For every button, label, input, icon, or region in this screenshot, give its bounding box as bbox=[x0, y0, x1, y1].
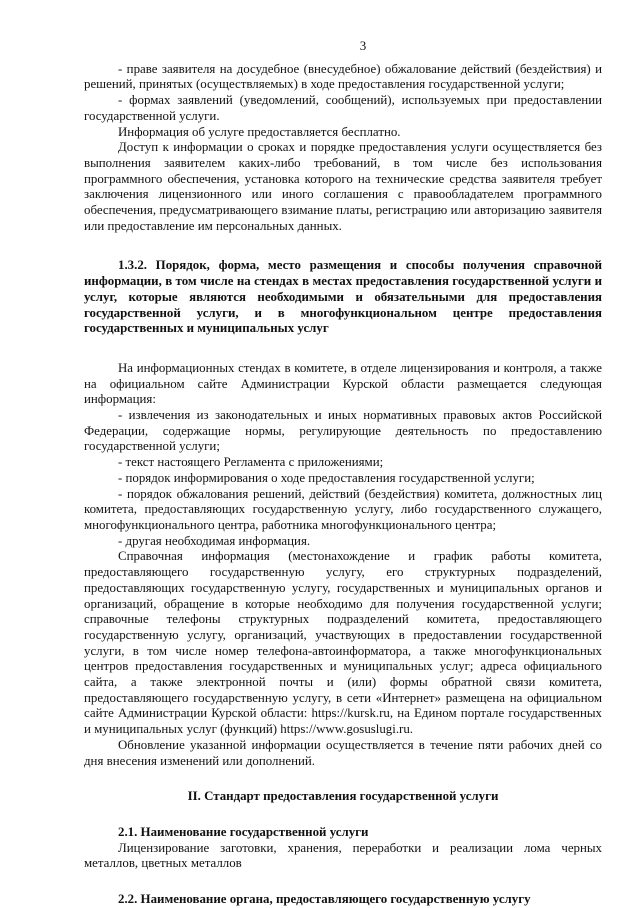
section-title-ii: II. Стандарт предоставления государственной услуги bbox=[187, 789, 499, 804]
section-heading-1-3-2: 1.3.2. Порядок, форма, место размещения и способы получения справочной информации, в том числе на стендах в местах предоставления государственной услуги и услуг, которые являются необходимыми и обязательными для предоставления государственной услуги, и в многофункциональном центре предоставления государственных и муниципальных услуг bbox=[84, 258, 602, 336]
paragraph: На информационных стендах в комитете, в отделе лицензирования и контроля, а также на официальном сайте Администрации Курской области размещается следующая информация: bbox=[84, 360, 602, 407]
paragraph: Информация об услуге предоставляется бесплатно. bbox=[118, 124, 401, 139]
list-item: - порядок обжалования решений, действий (бездействия) комитета, должностных лиц комитета, предоставляющих государственную услугу, либо государственного служащего, многофункционального центра, работника многофункционального центра; bbox=[84, 486, 602, 532]
paragraph: Лицензирование заготовки, хранения, переработки и реализации лома черных металлов, цветных металлов bbox=[84, 840, 602, 871]
list-item: - текст настоящего Регламента с приложениями; bbox=[118, 455, 384, 470]
paragraph: Доступ к информации о сроках и порядке предоставления услуги осуществляется без выполнения заявителем каких-либо требований, в том числе без использования программного обеспечения, установка которого на технические средства заявителя требует заключения лицензионного или иного соглашения с правообладателем программного обеспечения, предусматривающего взимание платы, регистрацию или авторизацию заявителя или предоставление им персональных данных. bbox=[84, 140, 602, 233]
section-heading-2-1: 2.1. Наименование государственной услуги bbox=[118, 824, 369, 839]
paragraph: Обновление указанной информации осуществляется в течение пяти рабочих дней со дня внесения изменений или дополнений. bbox=[84, 737, 602, 768]
list-item: - порядок информирования о ходе предоставления государственной услуги; bbox=[118, 470, 535, 485]
paragraph: - формах заявлений (уведомлений, сообщений), используемых при предоставлении государственной услуги. bbox=[84, 93, 602, 123]
paragraph: - праве заявителя на досудебное (внесудебное) обжалование действий (бездействия) и решений, принятых (осуществляемых) в ходе предоставления государственной услуги; bbox=[84, 61, 602, 92]
section-heading-2-2: 2.2. Наименование органа, предоставляющего государственную услугу bbox=[118, 892, 531, 907]
paragraph: Справочная информация (местонахождение и график работы комитета, предоставляющего государственную услугу, его структурных подразделений, предоставляющих государственную услугу, государственных и муниципальных органов и организаций, обращение в которые необходимо для получения государственной услуги; справочные телефоны структурных подразделений комитета, предоставляющего государственную услугу, организаций, участвующих в предоставлении государственной услуги, в том числе номер телефона-автоинформатора, а также многофункциональных центров предоставления государственных и муниципальных услуг; адреса официального сайта, а также электронной почты и (или) формы обратной связи комитета, предоставляющего государственную услугу, в сети «Интернет» размещена на официальном сайте Администрации Курской области: https://kursk.ru, на Едином портале государственных и муниципальных услуг (функций) https://www.gosuslugi.ru. bbox=[84, 549, 602, 737]
page-number: 3 bbox=[359, 38, 367, 53]
list-item: - извлечения из законодательных и иных нормативных правовых актов Российской Федерации, содержащие нормы, регулирующие деятельность по предоставлению государственной услуги; bbox=[84, 408, 602, 454]
list-item: - другая необходимая информация. bbox=[118, 533, 311, 548]
